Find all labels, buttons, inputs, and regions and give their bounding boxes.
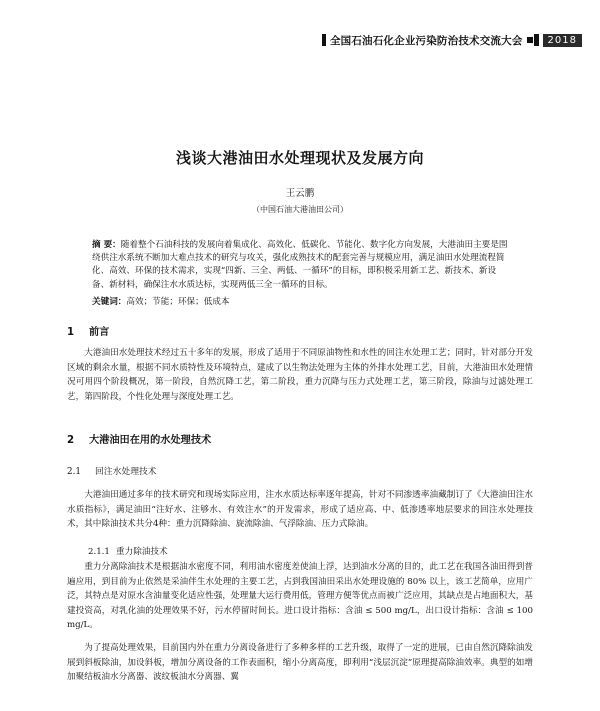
section-2-1-1-title: 重力除油技术	[116, 547, 168, 557]
abstract-label: 摘 要：	[92, 240, 121, 250]
keywords-label: 关键词：	[92, 297, 127, 307]
section-2-heading	[67, 431, 211, 446]
running-header	[286, 30, 582, 50]
paper-title: 浅谈大港油田水处理现状及发展方向	[175, 149, 424, 167]
keywords	[92, 296, 512, 309]
section-2-title: 大港油田在用的水处理技术	[89, 435, 212, 446]
section-1-paragraph: 大港油田水处理技术经过五十多年的发展，形成了适用于不同原油物性和水性的回注水处理工艺；同时，针对部分开发区域的剩余水量，根据不同水质特性及环境特点，建成了以生物法处理为主体的外排水处理工艺，目前，大港油田水处理情况可用四个阶段概况，第一阶段，自然沉降工艺，第二阶段，重力沉降与压力式处理工艺，第三阶段，除油与过滤处理工艺，第四阶段，个性化处理与深度处理工艺。	[67, 348, 533, 402]
section-1-number: 1	[67, 327, 75, 338]
section-2-number: 2	[67, 435, 75, 446]
section-2-1-title: 回注水处理技术	[95, 467, 157, 477]
header-logo-mark	[527, 34, 539, 46]
section-2-1-1-heading	[88, 545, 168, 557]
abstract	[92, 239, 512, 292]
header-conference: 全国石油石化企业污染防治技术交流大会	[329, 34, 523, 47]
keywords-text: 高效；节能；环保；低成本	[126, 297, 230, 307]
section-2-1-1-paragraph-2: 为了提高处理效果，目前国内外在重力分离设备进行了多种多样的工艺升级，取得了一定的进展，已由自然沉降除油发展到斜板除油，加设斜板，增加分离设备的工作表面积，缩小分离高度，即利用“浅层沉淀”原理提高除油效率。典型的如增加聚结板油水分离器、波纹板油水分离器、翼	[67, 643, 533, 683]
header-bar-mark	[322, 34, 326, 46]
section-2-1-1-number: 2.1.1	[88, 547, 110, 557]
section-2-1-1-paragraph-1: 重力分离除油技术是根据油水密度不同，利用油水密度差使油上浮，达到油水分离的目的，此工艺在我国各油田得到普遍应用，到目前为止依然是采油伴生水处理的主要工艺，占到我国油田采出水处理设施的 80% 以上，该工艺简单，应用广泛，其特点是对原水含油量变化适应性强，处理量大运行费用低，管理方便等优点而被广泛应用，其缺点是占地面积大，基建投资高，对乳化油的处理效果不好，污水停留时间长。进口设计指标：含油 ≤ 500 mg/L，出口设计指标：含油 ≤ 100 mg/L。	[67, 562, 533, 631]
header-year: 2018	[543, 34, 582, 47]
section-1-heading	[67, 323, 109, 338]
section-2-1-heading	[67, 464, 157, 477]
abstract-text: 随着整个石油科技的发展向着集成化、高效化、低碳化、节能化、数字化方向发展，大港油田主要是围绕供注水系统不断加大难点技术的研究与攻关，强化成熟技术的配套完善与规模应用，满足油田水处理流程简化、高效、环保的技术需求，实现“四新、三全、两低、一循环”的目标，即积极采用新工艺、新技术、新设备、新材料，确保注水水质达标，实现两低三全一循环的目标。	[92, 240, 508, 290]
paper-author: 王云鹏	[285, 188, 315, 199]
section-1-title: 前言	[89, 327, 110, 338]
paper-affiliation: （中国石油大港油田公司）	[252, 205, 348, 214]
section-2-1-paragraph: 大港油田通过多年的技术研究和现场实际应用，注水水质达标率逐年提高，针对不同渗透率油藏制订了《大港油田注水水质指标》，满足油田“注好水、注够水、有效注水”的开发需求，形成了适应高、中、低渗透率地层要求的回注水处理技术，其中除油技术共分4种：重力沉降除油、旋流除油、气浮除油、压力式除油。	[67, 490, 533, 530]
section-2-1-number: 2.1	[67, 467, 81, 477]
